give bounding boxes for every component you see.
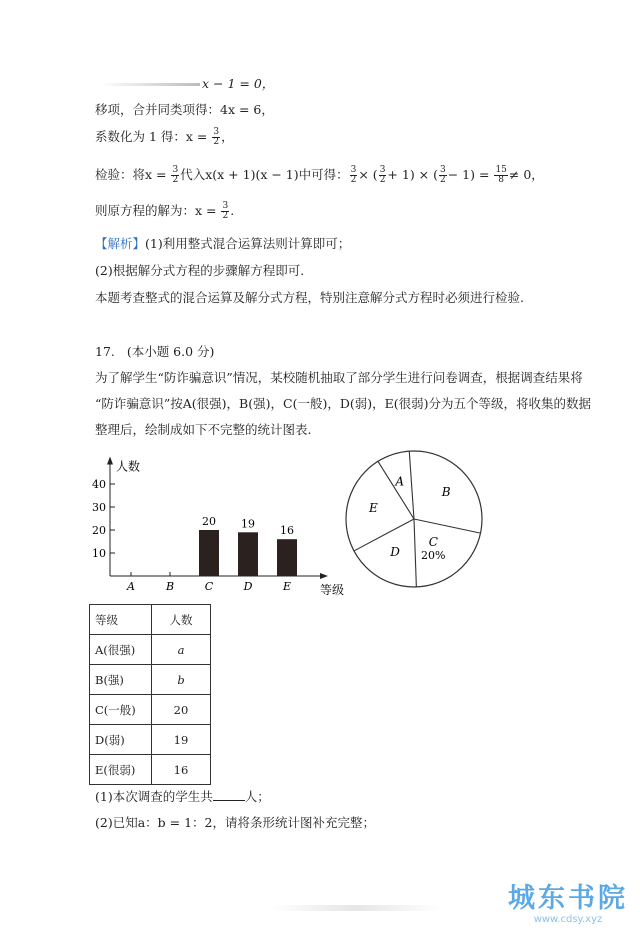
- y-tick-label: 30: [92, 501, 106, 514]
- faded-stroke: [100, 83, 200, 86]
- bar-chart: [88, 446, 348, 606]
- bar: [277, 539, 297, 576]
- x-tick-label: C: [204, 580, 214, 593]
- analysis-2: (2)根据解分式方程的步骤解方程即可.: [95, 263, 305, 278]
- check-line: 检验：将x = $\frac{3}{2}$ 代入x(x + 1)(x − 1)中可得： $\frac{3}{2}$ × ( $\frac{3}{2}$ + 1) × ( $\frac{3}{2}$ − 1) = $\frac{15}{8}$ ≠ 0，: [95, 165, 544, 185]
- pie-slice-label: B: [441, 485, 451, 500]
- bar: [238, 532, 258, 576]
- pie-slice-label: E: [369, 501, 378, 516]
- problem-text-2: “防诈骗意识”按A(很强)，B(强)，C(一般)，D(弱)，E(很弱)分为五个等级，将收集的数据: [95, 396, 591, 411]
- table-row: [90, 725, 211, 755]
- table-row: [90, 665, 211, 695]
- pie-slice-label: A: [395, 474, 405, 489]
- table-cell: 20: [152, 695, 211, 725]
- x-tick-label: D: [243, 580, 253, 593]
- problem-text-3: 整理后，绘制成如下不完整的统计图表.: [95, 422, 312, 437]
- analysis-3: 本题考查整式的混合运算及解分式方程，特别注意解分式方程时必须进行检验.: [95, 290, 524, 305]
- faded-stroke: [270, 905, 440, 911]
- step-coefficient: 系数化为 1 得：x = $\frac{3}{2}$ ，: [95, 127, 234, 147]
- table-row: [90, 755, 211, 785]
- watermark: [508, 884, 628, 926]
- question-2: (2)已知a：b = 1：2，请将条形统计图补充完整；: [95, 815, 375, 830]
- question-1: (1)本次调查的学生共 人；: [95, 789, 270, 804]
- problem-score: (本小题 6.0 分): [126, 344, 215, 359]
- x-axis-arrow: [320, 573, 328, 579]
- bar-value-label: 16: [280, 524, 294, 538]
- watermark-url: www.cdsy.xyz: [533, 914, 603, 925]
- table-row: [90, 695, 211, 725]
- x-tick-label: A: [127, 580, 135, 593]
- table-cell: C(一般): [90, 695, 152, 725]
- table-cell: b: [152, 665, 211, 695]
- table-header-cell: 等级: [90, 605, 152, 635]
- table-cell: a: [152, 635, 211, 665]
- pie-slice-label: D: [390, 544, 400, 559]
- result-line: 则原方程的解为：x = $\frac{3}{2}$ .: [95, 201, 235, 221]
- problem-header: [95, 344, 214, 360]
- watermark-text: 城东书院: [508, 883, 628, 914]
- problem-number: 17.: [95, 344, 115, 359]
- analysis-tag: 【解析】: [95, 236, 146, 251]
- grade-table: [89, 604, 211, 785]
- y-axis-arrow: [107, 457, 113, 465]
- y-axis-label: 人数: [116, 459, 141, 474]
- bar-value-label: 19: [241, 517, 255, 531]
- pie-chart: [342, 444, 492, 594]
- x-tick-label: E: [282, 580, 292, 593]
- y-tick-label: 10: [92, 547, 106, 560]
- table-header-cell: 人数: [152, 605, 211, 635]
- table-cell: A(很强): [90, 635, 152, 665]
- table-cell: 16: [152, 755, 211, 785]
- x-axis-label: 等级: [320, 583, 345, 597]
- y-tick-label: 40: [92, 478, 106, 491]
- equation-line: x − 1 = 0，: [100, 76, 274, 92]
- pie-slice-label: C: [428, 534, 438, 549]
- table-cell: E(很弱): [90, 755, 152, 785]
- table-header-row: [90, 605, 211, 635]
- table-cell: D(弱): [90, 725, 152, 755]
- bar: [199, 530, 219, 576]
- table-cell: B(强): [90, 665, 152, 695]
- table-row: [90, 635, 211, 665]
- bar-value-label: 20: [202, 515, 216, 528]
- y-tick-label: 20: [92, 524, 106, 537]
- problem-text-1: 为了解学生“防诈骗意识”情况，某校随机抽取了部分学生进行问卷调查，根据调查结果将: [95, 370, 583, 385]
- answer-blank[interactable]: [213, 789, 245, 801]
- pie-slice-percent: 20%: [421, 548, 446, 562]
- analysis-1: 【解析】(1)利用整式混合运算法则计算即可；: [95, 236, 351, 251]
- step-move: 移项，合并同类项得：4x = 6，: [95, 102, 274, 117]
- x-tick-label: B: [165, 580, 175, 593]
- table-cell: 19: [152, 725, 211, 755]
